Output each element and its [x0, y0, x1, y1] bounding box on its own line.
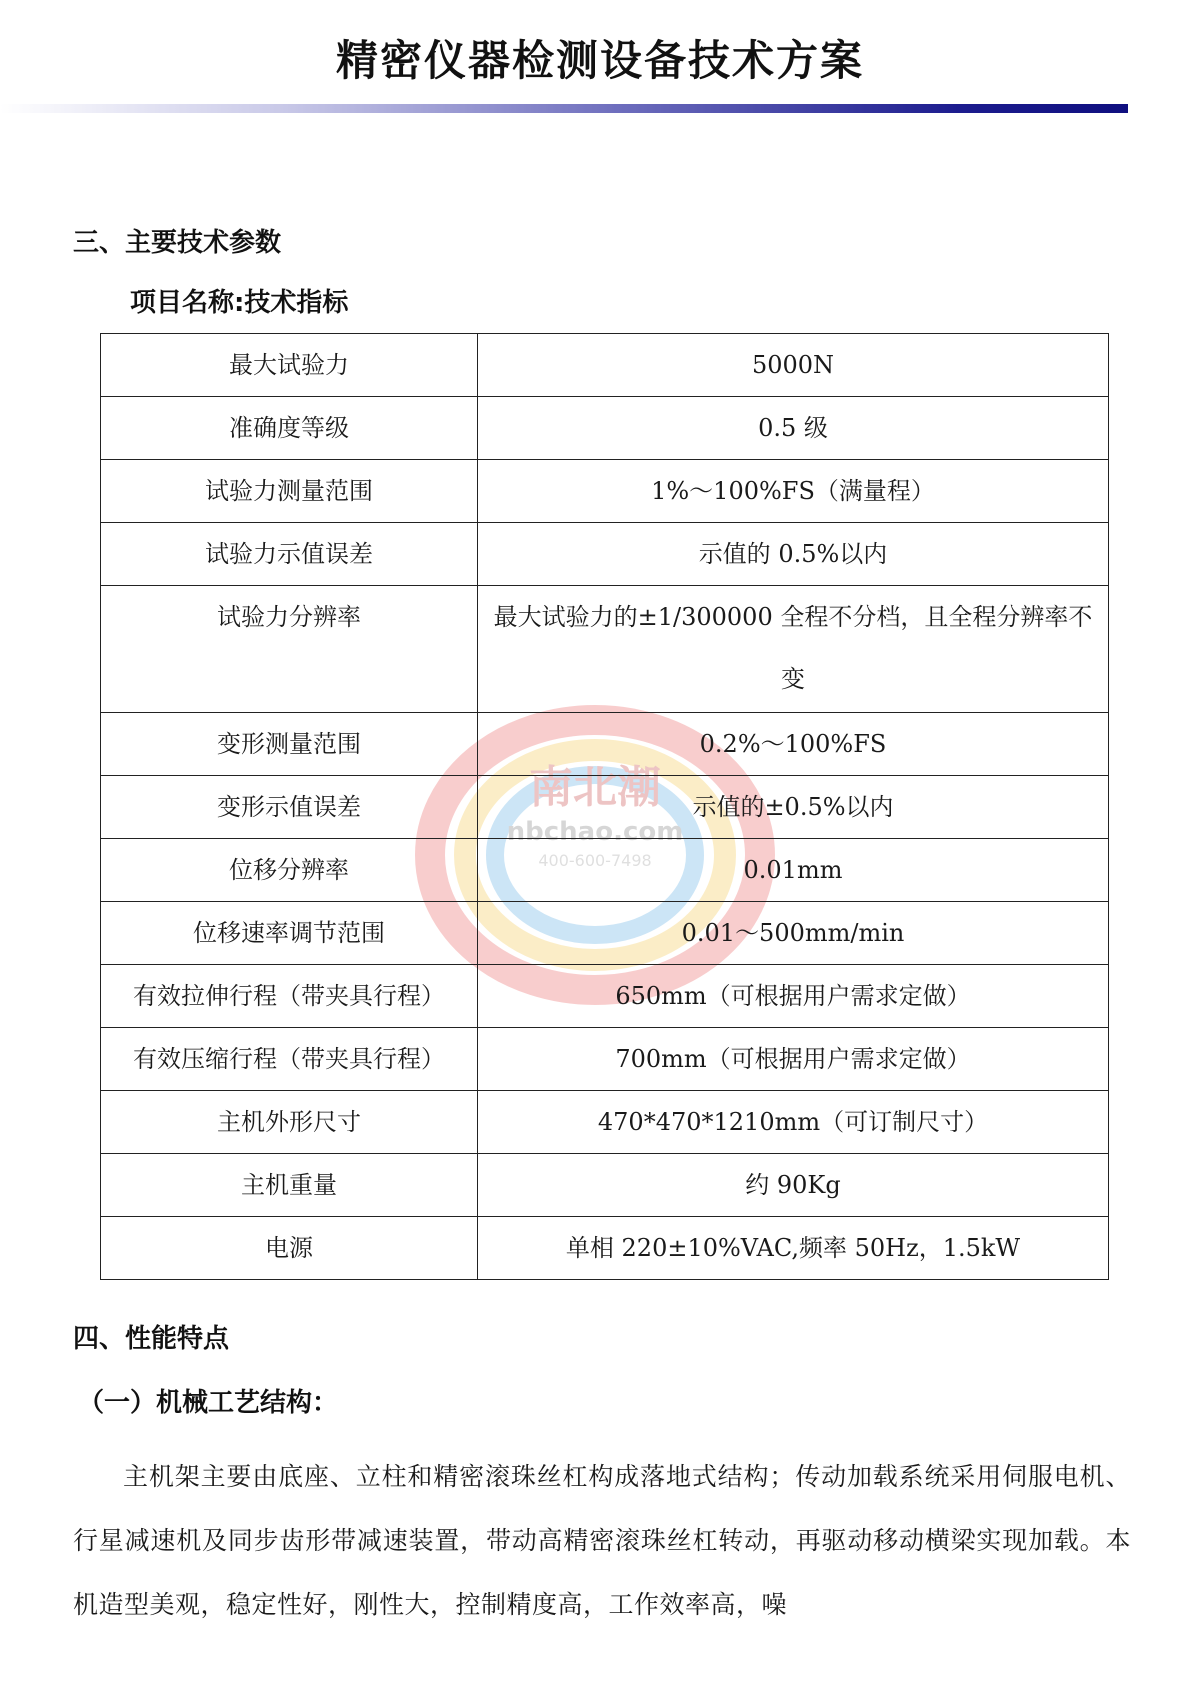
param-value: 最大试验力的±1/300000 全程不分档，且全程分辨率不变 — [478, 586, 1109, 713]
param-value: 示值的 0.5%以内 — [478, 523, 1109, 586]
param-value: 470*470*1210mm（可订制尺寸） — [478, 1091, 1109, 1154]
table-row — [101, 902, 1109, 965]
param-name: 位移分辨率 — [101, 839, 478, 902]
table-row — [101, 839, 1109, 902]
table-row — [101, 713, 1109, 776]
table-row — [101, 1217, 1109, 1280]
table-row — [101, 1154, 1109, 1217]
watermark-phone: 400-600-7498 — [538, 851, 652, 870]
table-row — [101, 460, 1109, 523]
watermark-site: nbchao.com — [506, 817, 684, 847]
table-row — [101, 965, 1109, 1028]
param-name: 有效压缩行程（带夹具行程） — [101, 1028, 478, 1091]
param-name: 变形示值误差 — [101, 776, 478, 839]
param-value: 单相 220±10%VAC,频率 50Hz，1.5kW — [478, 1217, 1109, 1280]
param-value: 0.01mm — [478, 839, 1109, 902]
table-row — [101, 334, 1109, 397]
param-name: 最大试验力 — [101, 334, 478, 397]
param-value: 示值的±0.5%以内 — [478, 776, 1109, 839]
param-value: 0.01～500mm/min — [478, 902, 1109, 965]
table-row — [101, 586, 1109, 713]
param-value: 1%～100%FS（满量程） — [478, 460, 1109, 523]
title-divider — [0, 104, 1128, 113]
param-name: 变形测量范围 — [101, 713, 478, 776]
param-name: 电源 — [101, 1217, 478, 1280]
subsection-heading-mechanical: （一）机械工艺结构： — [78, 1388, 339, 1418]
param-name: 试验力测量范围 — [101, 460, 478, 523]
param-value: 650mm（可根据用户需求定做） — [478, 965, 1109, 1028]
param-name: 有效拉伸行程（带夹具行程） — [101, 965, 478, 1028]
table-row — [101, 1091, 1109, 1154]
param-value: 0.2%～100%FS — [478, 713, 1109, 776]
spec-table — [100, 333, 1109, 1280]
param-name: 准确度等级 — [101, 397, 478, 460]
param-name: 主机外形尺寸 — [101, 1091, 478, 1154]
param-name: 主机重量 — [101, 1154, 478, 1217]
table-row — [101, 523, 1109, 586]
section-heading-params: 三、主要技术参数 — [73, 228, 282, 258]
table-row — [101, 1028, 1109, 1091]
section-heading-features: 四、性能特点 — [73, 1324, 230, 1354]
watermark-cn: 南北潮 — [529, 762, 661, 813]
page-title: 精密仪器检测设备技术方案 — [335, 36, 864, 85]
param-value: 5000N — [478, 334, 1109, 397]
table-row — [101, 776, 1109, 839]
param-value: 0.5 级 — [478, 397, 1109, 460]
param-name: 试验力示值误差 — [101, 523, 478, 586]
table-row — [101, 397, 1109, 460]
table-caption: 项目名称:技术指标 — [130, 288, 349, 318]
param-name: 试验力分辨率 — [101, 586, 478, 713]
param-value: 700mm（可根据用户需求定做） — [478, 1028, 1109, 1091]
body-paragraph: 主机架主要由底座、立柱和精密滚珠丝杠构成落地式结构；传动加载系统采用伺服电机、行星减速机及同步齿形带减速装置，带动高精密滚珠丝杠转动，再驱动移动横梁实现加载。本机造型美观，稳定性好，刚性大，控制精度高，工作效率高，噪 — [73, 1462, 1131, 1619]
param-name: 位移速率调节范围 — [101, 902, 478, 965]
param-value: 约 90Kg — [478, 1154, 1109, 1217]
